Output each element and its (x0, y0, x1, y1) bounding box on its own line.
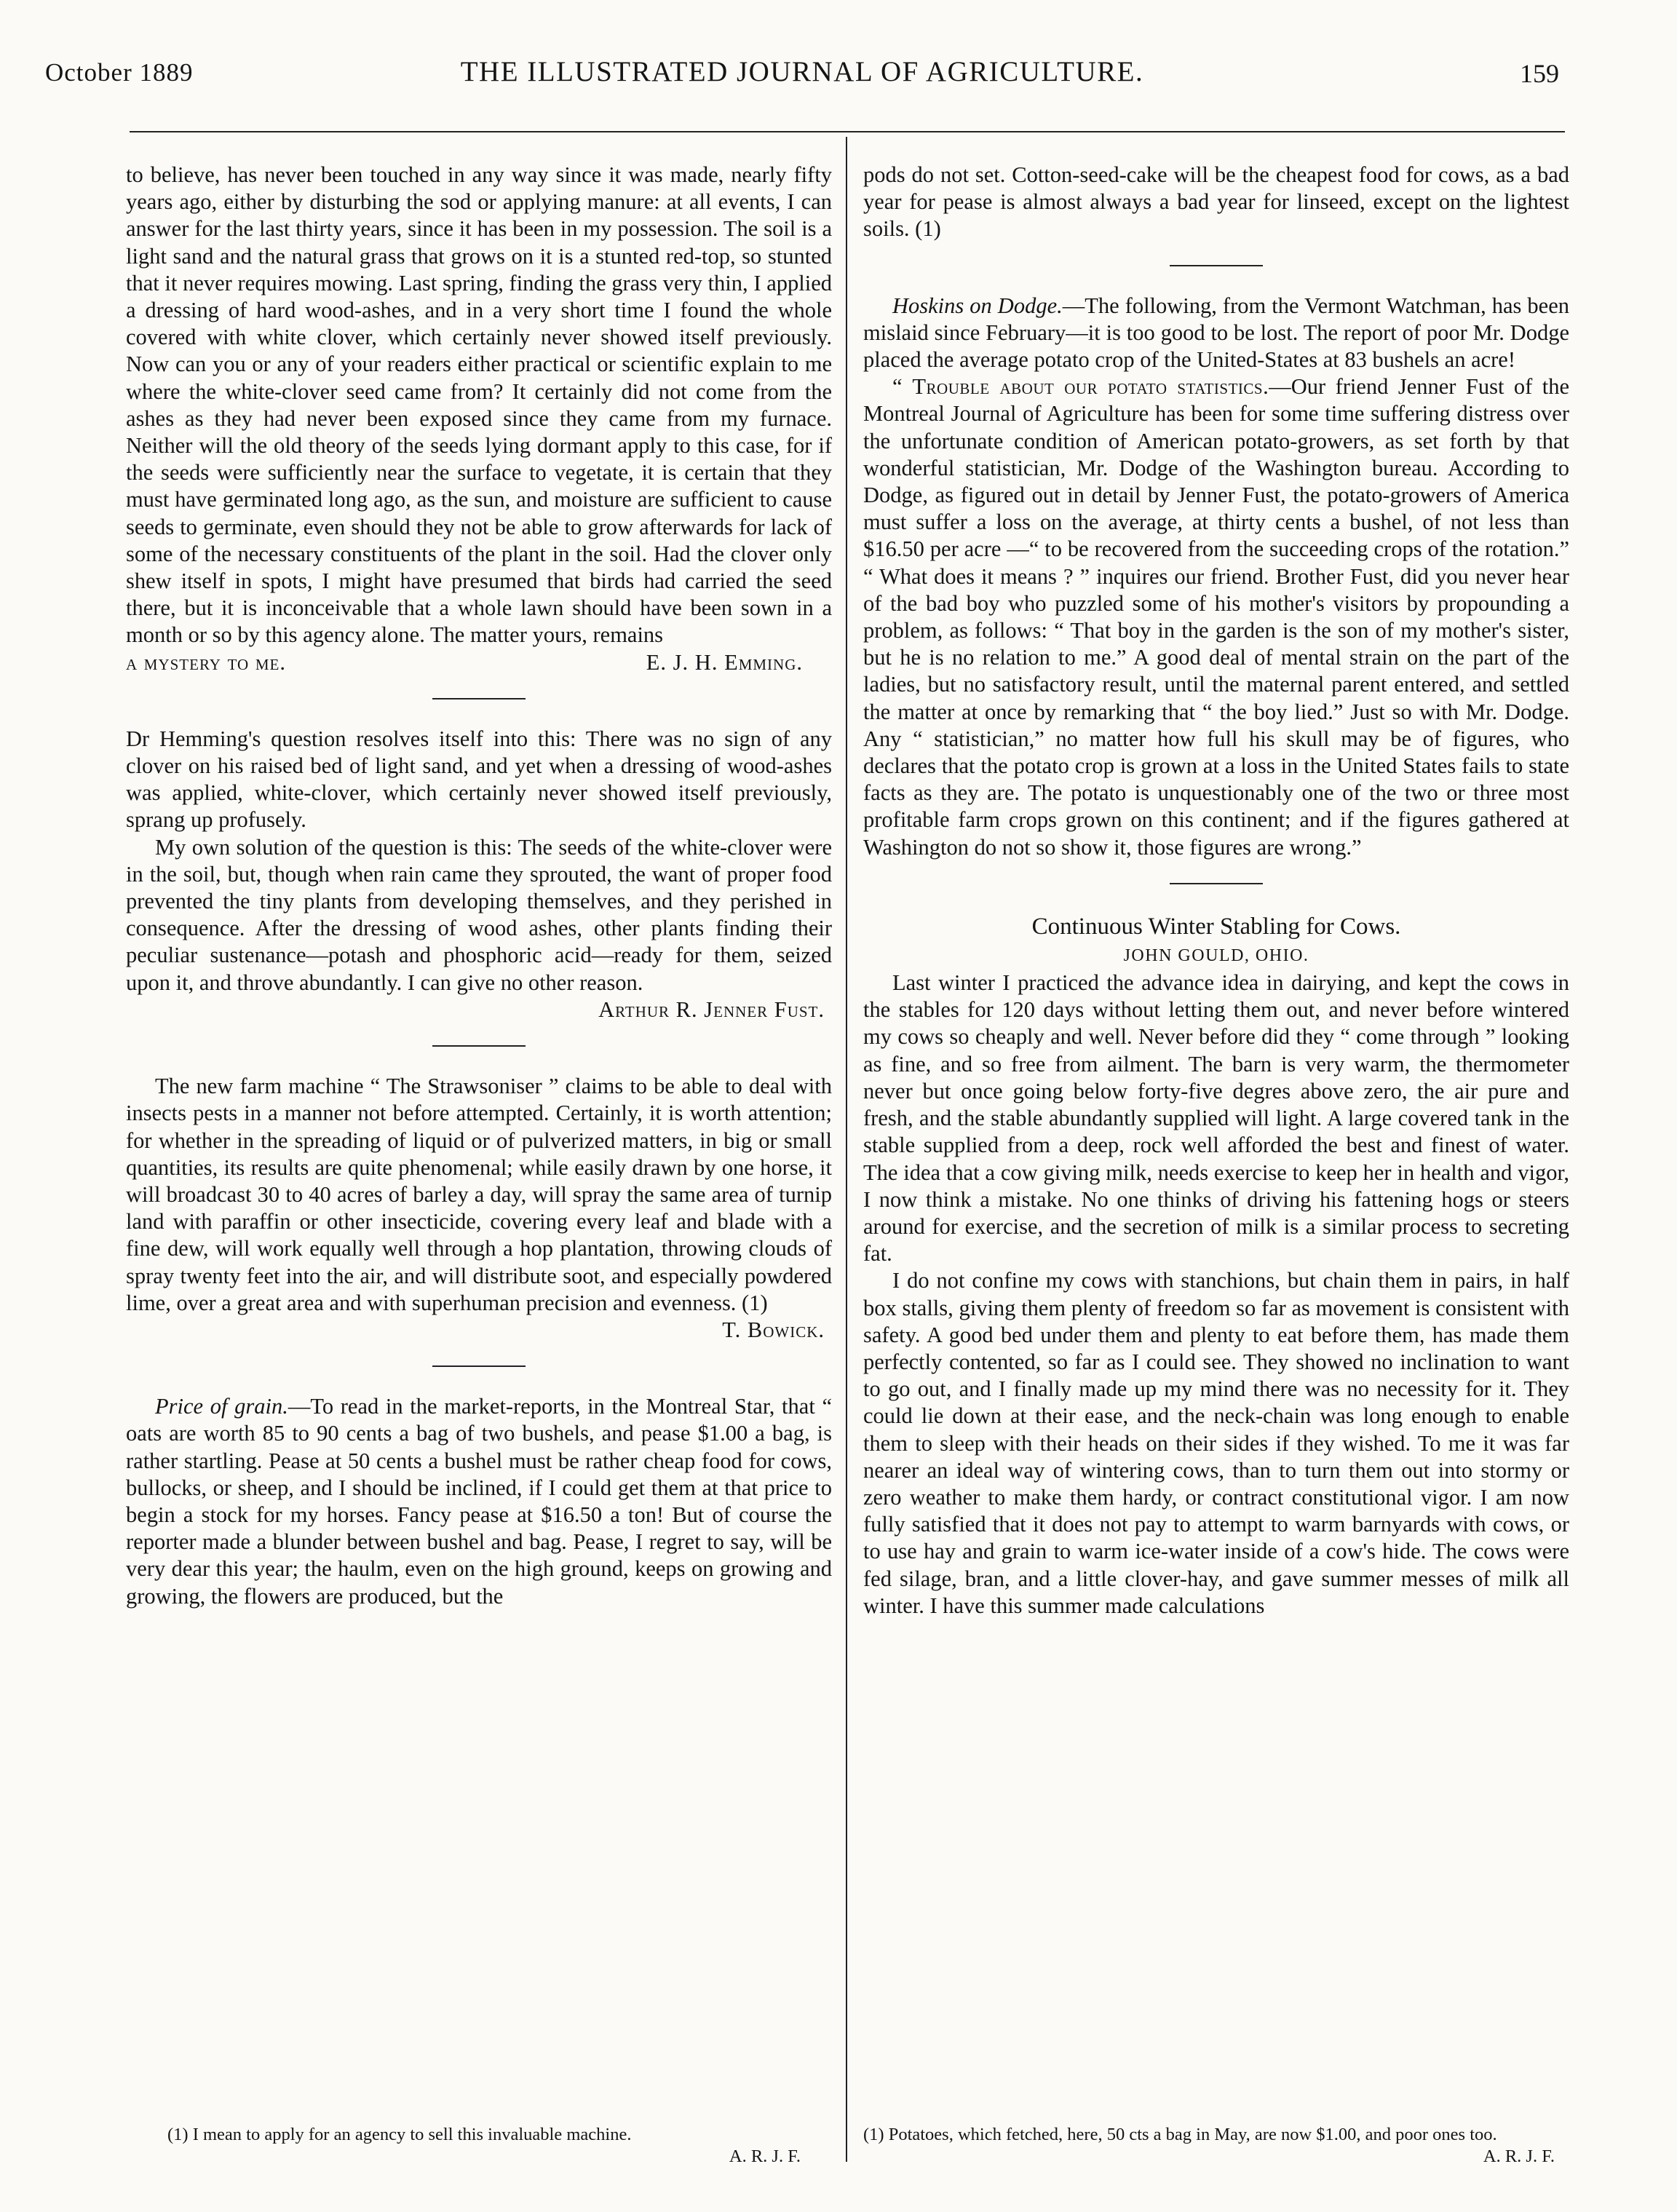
page-number: 159 (1520, 59, 1559, 88)
letter-signature: E. J. H. Emming. (646, 649, 803, 675)
hoskins-text: —The following, from the Vermont Watchman, has been mislaid since February—it is too good to be lost. The report of poor Mr. Dodge placed the average potato crop of the United-States at 83 bushels an acre! (863, 293, 1569, 373)
price-of-grain-heading: Price of grain. (155, 1394, 288, 1419)
letter-paragraph-1: to believe, has never been touched in any way since it was made, nearly fifty years ago, either by disturbing the sod or applying manure: at all events, I can answer for the last thirty years, since it has been in my possession. The soil is a light sand and the natural grass that grows on it is a stunted red-top, so stunted that it never requires mowing. Last spring, finding the grass very thin, I applied a dressing of hard wood-ashes, and in a very short time I found the whole covered with white clover, which certainly never showed itself previously. Now can you or any of your readers either practical or scientific explain to me where the white-clover seed came from? It certainly did not come from the ashes as they had never been exposed since they came from my furnace. Neither will the old theory of the seeds lying dormant apply to this case, for if the seeds were sufficiently near the surface to vegetate, it is certain that they must have germinated long ago, as the sun, and moisture are sufficient to cause seeds to germinate, even should they not be able to grow afterwards for lack of some of the necessary constituents of the plant in the soil. Had the clover only shew itself in spots, I might have presumed that birds had carried the seed there, but it is inconceivable that a whole lawn should have been sown in a month or so by this agency alone. The matter yours, remains (126, 162, 832, 648)
strawsoniser-paragraph: The new farm machine “ The Strawsoniser ” claims to be able to deal with insects pests in a manner not before attempted. Certainly, it is worth attention; for whether in the spreading of liquid or of pulverized matters, in big or small quantities, its results are quite phenomenal; while easily drawn by one horse, it will broadcast 30 to 40 acres of barley a day, will spray the same area of turnip land with paraffin or other insecticide, covering every leaf and blade with a fine dew, will work equally well through a hop plantation, throwing clouds of spray twenty feet into the air, and will distribute soot, and especially powdered lime, over a great area and with superhuman precision and evenness. (1) (126, 1074, 832, 1315)
section-divider (1170, 265, 1263, 266)
strawsoniser-signature: T. Bowick. (722, 1317, 825, 1342)
letter-signature-line (126, 649, 832, 676)
quotation-heading: “ Trouble about our potato statistics. (892, 374, 1269, 400)
reply-paragraph-2: My own solution of the question is this: The seeds of the white-clover were in the soil, but, though when rain came they sprouted, the want of proper food prevented the tiny plants from developing themselves, and they perished in consequence. After the dressing of wood ashes, other plants finding their peculiar sustenance—potash and phosphoric acid—ready for them, seized upon it, and throve abundantly. I can give no other reason. (126, 834, 832, 995)
article-paragraph-1: Last winter I practiced the advance idea in dairying, and kept the cows in the stables for 120 days without letting them out, and never before wintered my cows so cheaply and well. Never before did they “ come through ” looking as fine, and so free from ailment. The barn is very warm, the thermometer never but once going below forty-five degres above zero, the air pure and fresh, and the stable abundantly supplied will light. A large covered tank in the stable supplied from a deep, rock well afforded the best and finest of water. The idea that a cow giving milk, needs exercise to keep her in health and vigor, I now think a mistake. No one thinks of driving his fattening hogs or steers around for exercise, and the secretion of milk is a similar process to secreting fat. (863, 970, 1569, 1266)
journal-title: THE ILLUSTRATED JOURNAL OF AGRICULTURE. (460, 56, 1144, 87)
section-divider (1170, 883, 1263, 884)
footnote-left-text: (1) I mean to apply for an agency to sell this invaluable machine. (167, 2125, 632, 2144)
price-of-grain-paragraph (126, 1393, 832, 1610)
footnote-right-signature: A. R. J. F. (1483, 2146, 1555, 2166)
quotation-text: —Our friend Jenner Fust of the Montreal Journal of Agriculture has been for some time suffering distress over the unfortunate condition of American potato-growers, as set forth by that wonderful statistician, Mr. Dodge of the Washington bureau. According to Dodge, as figured out in detail by Jenner Fust, the potato-growers of America must suffer a loss on the average, at thirty cents a bushel, of not less than $16.50 per acre —“ to be recovered from the succeeding crops of the rotation.” “ What does it means ? ” inquires our friend. Brother Fust, did you never hear of the bad boy who puzzled some of his mother's visitors by propounding a problem, as follows: “ That boy in the garden is the son of my mother's sister, but he is no relation to me.” A good deal of mental strain on the part of the ladies, but no satisfactory result, until the maternal parent entered, and settled the matter at once by remarking that “ the boy lied.” Just so with Mr. Dodge. Any “ statistician,” no matter how full his skull may be of figures, who declares that the potato crop is grown at a loss in the United States fails to state facts as they are. The potato is unquestionably one of the two or three most profitable farm crops grown on this continent; and if the figures gathered at Washington do not so show it, those figures are wrong.” (863, 374, 1569, 860)
page-header (45, 48, 1559, 99)
letter-closing: a mystery to me. (126, 649, 286, 675)
section-divider (432, 1365, 526, 1367)
issue-date: October 1889 (45, 58, 194, 87)
section-divider (432, 698, 526, 699)
article-title: Continuous Winter Stabling for Cows. (1031, 913, 1401, 940)
pease-continuation: pods do not set. Cotton-seed-cake will be the cheapest food for cows, as a bad year for pease is almost always a bad year for linseed, except on the lightest soils. (1) (863, 162, 1569, 242)
column-divider (846, 137, 847, 2162)
left-column (126, 162, 832, 1610)
reply-paragraph-1: Dr Hemming's question resolves itself into this: There was no sign of any clover on his raised bed of light sand, and yet when a dressing of wood-ashes was applied, white-clover, which certainly never showed itself previously, sprang up profusely. (126, 726, 832, 833)
section-divider (432, 1045, 526, 1047)
reply-signature: Arthur R. Jenner Fust. (598, 996, 825, 1022)
footnote-right (863, 2124, 1569, 2168)
article-author: JOHN GOULD, OHIO. (1123, 946, 1309, 965)
right-column (863, 162, 1569, 1620)
article-paragraph-2: I do not confine my cows with stanchions, but chain them in pairs, in half box stalls, giving them plenty of freedom so far as movement is consistent with safety. A good bed under them and plenty to eat before them, has made them perfectly contented, so far as I could see. They showed no inclination to want to go out, and I finally made up my mind there was no necessity for it. They could lie down at their ease, and the neck-chain was long enough to enable them to sleep with their heads on their sides if they wished. To me it was far nearer an ideal way of wintering cows, than to turn them out into stormy or zero weather to make them hardy, or contract constitutional vigor. I am now fully satisfied that it does not pay to attempt to warm barnyards with cows, or to use hay and grain to warm ice-water inside of a cow's hide. The cows were fed silage, bran, and a little clover-hay, and gave summer messes of milk all winter. I have this summer made calculations (863, 1268, 1569, 1618)
footnote-left (167, 2124, 815, 2168)
price-of-grain-text: —To read in the market-reports, in the Montreal Star, that “ oats are worth 85 to 90 cents a bag of two bushels, and pease $1.00 a bag, is rather startling. Pease at 50 cents a bushel must be rather cheap food for cows, bullocks, or sheep, and I should be inclined, if I could get them at that price to begin a stock for my horses. Fancy pease at $16.50 a ton! But of course the reporter made a blunder between bushel and bag. Pease, I regret to say, will be very dear this year; the haulm, even on the high ground, keeps on growing and growing, the flowers are produced, but the (126, 1394, 832, 1609)
hoskins-heading: Hoskins on Dodge. (892, 293, 1063, 318)
footnote-right-text: (1) Potatoes, which fetched, here, 50 cts a bag in May, are now $1.00, and poor ones too. (863, 2125, 1497, 2144)
footnote-left-signature: A. R. J. F. (729, 2146, 801, 2166)
hoskins-paragraph (863, 293, 1569, 374)
quotation-paragraph (863, 373, 1569, 861)
header-rule (130, 131, 1565, 132)
